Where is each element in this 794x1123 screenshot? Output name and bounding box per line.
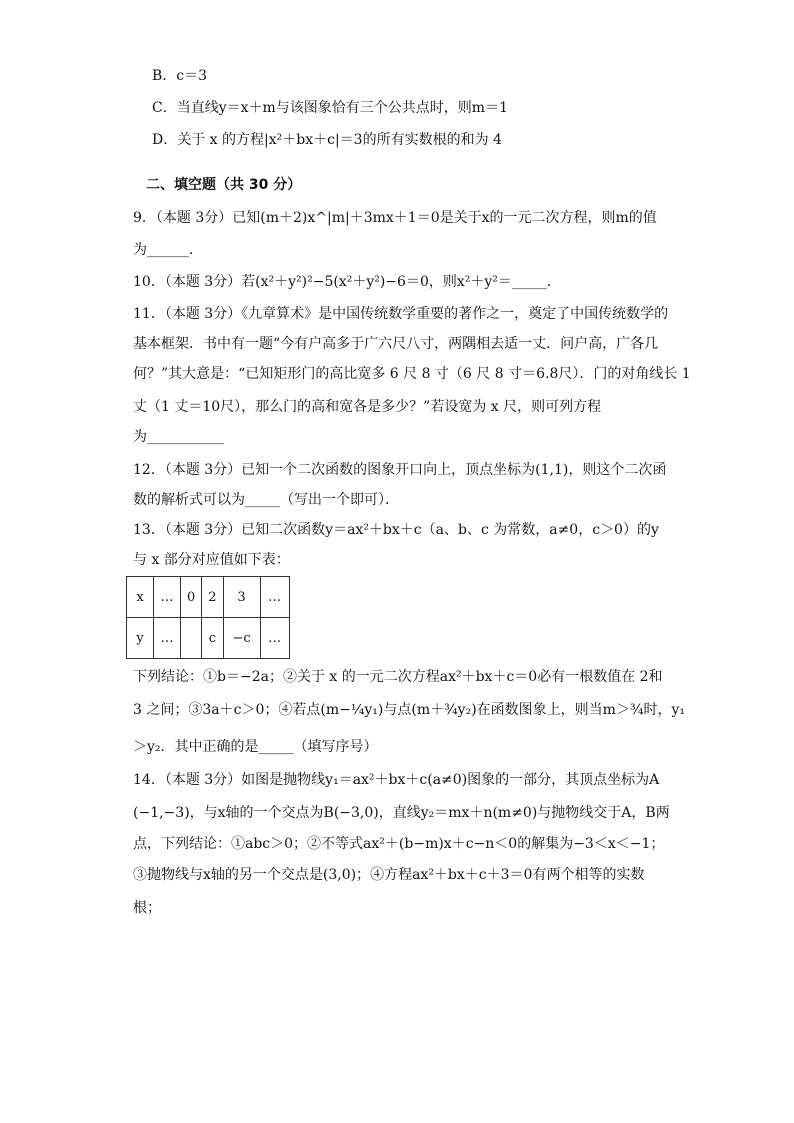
q9-line2: 为______． <box>133 242 203 258</box>
q14-line1: 14．（本题 3分）如图是抛物线y₁＝ax²＋bx＋c(a≠0)图象的一部分，其顶点坐标为A <box>133 772 660 788</box>
table-cell: −c <box>223 618 260 659</box>
value-table <box>126 576 290 659</box>
q11-line1: 11．（本题 3分）《九章算术》是中国传统数学重要的著作之一，奠定了中国传统数学的 <box>133 306 669 322</box>
table-cell: … <box>260 577 289 618</box>
table-row-x <box>127 577 290 618</box>
q14-line4: ③抛物线与x轴的另一个交点是(3,0)；④方程ax²＋bx＋c＋3＝0有两个相等的实数 <box>133 867 645 883</box>
q14-line5: 根； <box>133 900 161 916</box>
q11-line4: 丈（1 丈＝10尺），那么门的高和宽各是多少？”若设宽为 x 尺，则可列方程 <box>133 399 602 415</box>
q11-line3: 何？”其大意是：“已知矩形门的高比宽多 6 尺 8 寸（6 尺 8 寸＝6.8尺）．门的对角线长 1 <box>133 366 691 382</box>
table-cell: c <box>202 618 223 659</box>
table-cell: … <box>260 618 289 659</box>
table-cell <box>181 618 202 659</box>
q10-line1: 10．（本题 3分）若(x²＋y²)²−5(x²＋y²)−6＝0，则x²＋y²＝_____． <box>133 274 561 290</box>
q9-line1: 9．（本题 3分）已知(m＋2)x^|m|＋3mx＋1＝0是关于x的一元二次方程，则m的值 <box>133 210 657 226</box>
table-cell: x <box>127 577 154 618</box>
q13-line5: ＞y₂．其中正确的是_____（填写序号） <box>133 739 378 755</box>
q13-line3: 下列结论：①b＝−2a；②关于 x 的一元二次方程ax²＋bx＋c＝0必有一根数值在 2和 <box>133 669 663 685</box>
table-cell: 3 <box>223 577 260 618</box>
table-cell: 2 <box>202 577 223 618</box>
q12-line2: 数的解析式可以为_____（写出一个即可）． <box>133 492 399 508</box>
section-title: 二、填空题（共 30 分） <box>146 177 302 193</box>
q14-line2: (−1,−3)，与x轴的一个交点为B(−3,0)，直线y₂＝mx＋n(m≠0)与抛物线交于A，B两 <box>133 805 670 821</box>
q11-line5: 为___________ <box>133 429 224 445</box>
option-d: D．关于 x 的方程|x²＋bx＋c|＝3的所有实数根的和为 4 <box>152 132 502 148</box>
table-cell: … <box>154 618 181 659</box>
q12-line1: 12．（本题 3分）已知一个二次函数的图象开口向上，顶点坐标为(1,1)，则这个二次函 <box>133 462 667 478</box>
q11-line2: 基本框架．书中有一题“今有户高多于广六尺八寸，两隅相去适一丈．问户高，广各几 <box>133 336 659 352</box>
table-row-y <box>127 618 290 659</box>
table-cell: y <box>127 618 154 659</box>
q13-line2: 与 x 部分对应值如下表： <box>133 552 290 568</box>
table-cell: 0 <box>181 577 202 618</box>
option-b: B．c＝3 <box>152 68 208 84</box>
q13-line4: 3 之间；③3a＋c＞0；④若点(m−¼y₁)与点(m＋¾y₂)在函数图象上，则当m＞¾时，y₁ <box>133 702 686 718</box>
option-c: C．当直线y＝x＋m与该图象恰有三个公共点时，则m＝1 <box>152 100 508 116</box>
q14-line3: 点，下列结论：①abc＞0；②不等式ax²＋(b−m)x＋c−n＜0的解集为−3＜x＜−1； <box>133 836 665 852</box>
q13-line1: 13．（本题 3分）已知二次函数y＝ax²＋bx＋c（a、b、c 为常数，a≠0，c＞0）的y <box>133 522 659 538</box>
table-cell: … <box>154 577 181 618</box>
